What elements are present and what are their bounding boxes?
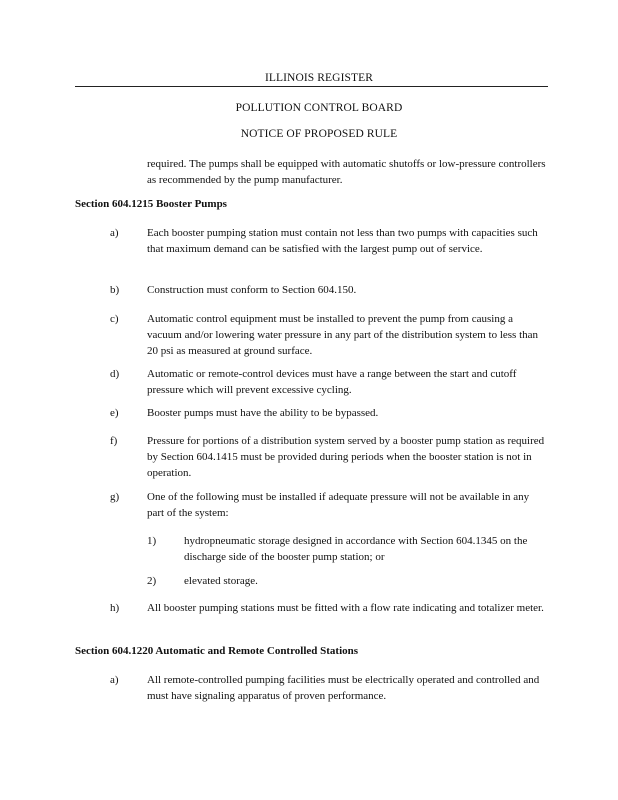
item-g1-label: 1) xyxy=(147,535,157,547)
section-1215-heading: Section 604.1215 Booster Pumps xyxy=(75,198,227,210)
item-e-label: e) xyxy=(110,407,119,419)
item-f-text: Pressure for portions of a distribution system served by a booster pump station as required by Section 604.1415 must be provided during periods when the booster station is not in operation. xyxy=(147,435,545,479)
notice-title: NOTICE OF PROPOSED RULE xyxy=(240,128,398,140)
item-g2-text: elevated storage. xyxy=(184,575,258,587)
item-a-label: a) xyxy=(110,227,119,239)
item-b-text: Construction must conform to Section 604.150. xyxy=(147,284,357,296)
item-c-label: c) xyxy=(110,313,119,325)
item-h-text: All booster pumping stations must be fitted with a flow rate indicating and totalizer meter. xyxy=(147,602,544,614)
item-d-text: Automatic or remote-control devices must have a range between the start and cutoff pressure which will prevent excessive cycling. xyxy=(147,368,517,396)
header-rule xyxy=(75,86,548,87)
item-h-label: h) xyxy=(110,602,120,614)
board-title: POLLUTION CONTROL BOARD xyxy=(235,102,403,114)
item-g1-text: hydropneumatic storage designed in accordance with Section 604.1345 on the discharge side of the booster pump station; or xyxy=(184,535,528,563)
section-1220-heading: Section 604.1220 Automatic and Remote Controlled Stations xyxy=(75,645,359,657)
item-a-text: Each booster pumping station must contain not less than two pumps with capacities such that maximum demand can be satisfied with the largest pump out of service. xyxy=(147,227,538,255)
item-e-text: Booster pumps must have the ability to be bypassed. xyxy=(147,407,379,419)
item-c-text: Automatic control equipment must be installed to prevent the pump from causing a vacuum and/or lowering water pressure in any part of the distribution system to less than 20 psi as measured at ground surface. xyxy=(147,313,539,357)
item-1220-a-text: All remote-controlled pumping facilities must be electrically operated and controlled and must have signaling apparatus of proven performance. xyxy=(147,674,540,702)
item-b-label: b) xyxy=(110,284,120,296)
item-g-text: One of the following must be installed if adequate pressure will not be available in any part of the system: xyxy=(147,491,530,519)
continuation-paragraph: required. The pumps shall be equipped with automatic shutoffs or low-pressure controllers as recommended by the pump manufacturer. xyxy=(147,158,546,186)
item-d-label: d) xyxy=(110,368,120,380)
item-1220-a-label: a) xyxy=(110,674,119,686)
item-g2-label: 2) xyxy=(147,575,157,587)
item-f-label: f) xyxy=(110,435,118,447)
item-g-label: g) xyxy=(110,491,120,503)
register-title: ILLINOIS REGISTER xyxy=(264,72,374,84)
